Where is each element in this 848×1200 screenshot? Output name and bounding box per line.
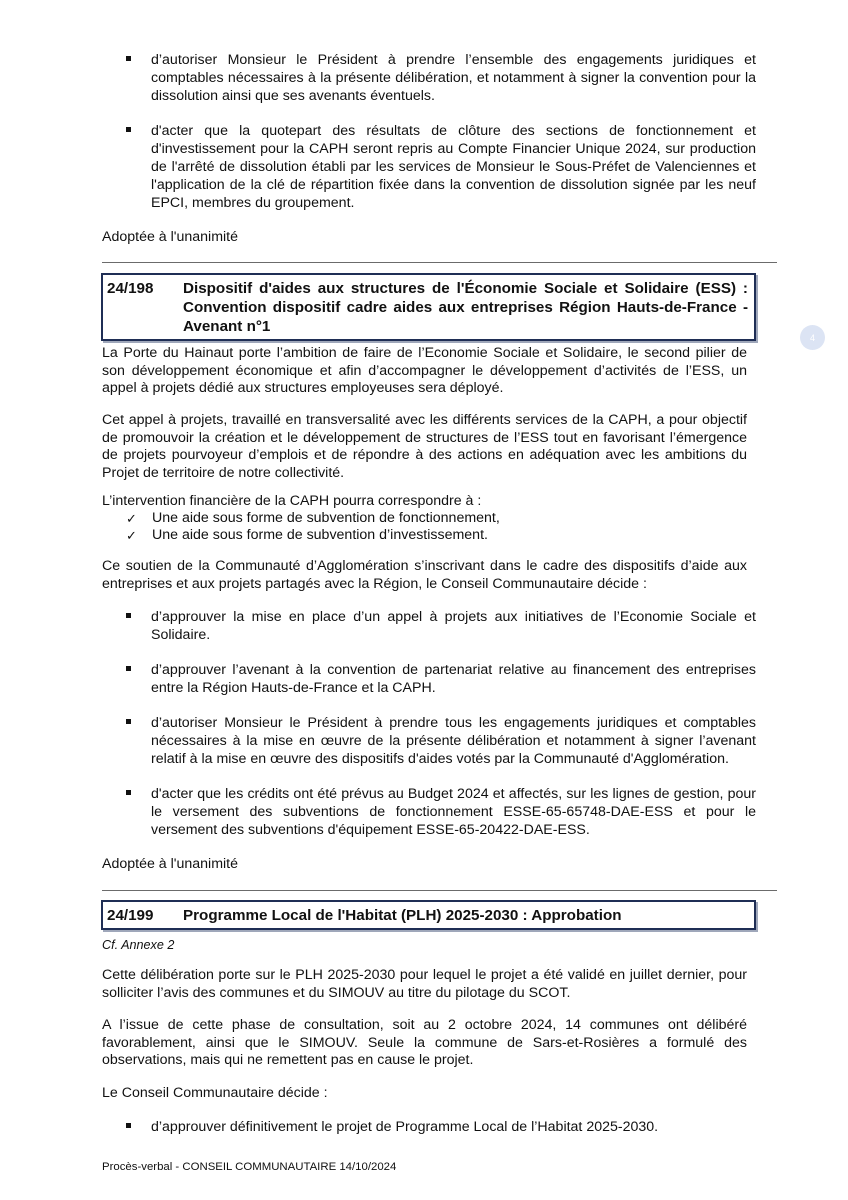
checkmark-icon: ✓ [126,511,137,526]
top-bullet-list [102,51,756,212]
divider [102,890,777,891]
paragraph: Cet appel à projets, travaillé en transversalité avec les différents services de la CAPH, a pour objectif de promouvoir la création et le développement de structures de l’ESS tout en favorisant l’émergence de projets pourvoyeur d’emplois et de répondre à des actions en adéquation avec les ambitions du Projet de territoire de notre collectivité. [102,412,747,481]
paragraph: Ce soutien de la Communauté d’Agglomération s’inscrivant dans le cadre des dispositifs d’aide aux entreprises et aux projets partagés avec la Région, le Conseil Communautaire décide : [102,558,747,592]
section-number: 24/198 [107,280,154,297]
paragraph: La Porte du Hainaut porte l’ambition de faire de l’Economie Sociale et Solidaire, le second pilier de son développement économique et afin d’accompagner le développement d’activités de l’ESS, un appel à projets dédié aux structures employeuses sera déployé. [102,345,747,396]
list-item: ✓ Une aide sous forme de subvention d’investissement. [126,527,488,543]
list-item: d’approuver définitivement le projet de Programme Local de l’Habitat 2025-2030. [102,1118,756,1136]
section-number: 24/199 [107,907,154,924]
annex-reference: Cf. Annexe 2 [102,938,175,952]
decision-bullet-list [102,608,756,839]
check-list [126,510,500,544]
list-item: d’approuver la mise en place d’un appel à projets aux initiatives de l’Economie Sociale et Solidaire. [102,608,756,644]
checkmark-icon: ✓ [126,528,137,543]
page-footer: Procès-verbal - CONSEIL COMMUNAUTAIRE 14/10/2024 [102,1161,397,1173]
list-item: d’autoriser Monsieur le Président à prendre l’ensemble des engagements juridiques et comptables nécessaires à la présente délibération, et notamment à signer la convention pour la dissolution ainsi que ses avenants éventuels. [102,51,756,105]
adopted-text: Adoptée à l'unanimité [102,229,239,245]
section-199-header [101,900,756,930]
section-198-header [101,273,756,341]
list-item: d’autoriser Monsieur le Président à prendre tous les engagements juridiques et comptables nécessaires à la mise en œuvre de la présente délibération et notamment à signer l’avenant relatif à la mise en œuvre des dispositifs d'aides votés par la Communauté d'Agglomération. [102,714,756,768]
list-item: ✓ Une aide sous forme de subvention de fonctionnement, [126,510,500,526]
paragraph: L’intervention financière de la CAPH pourra correspondre à : [102,493,482,509]
divider [102,262,777,263]
page-number-badge: 4 [800,325,825,350]
adopted-text: Adoptée à l'unanimité [102,856,239,872]
list-item: d'acter que la quotepart des résultats de clôture des sections de fonctionnement et d'investissement pour la CAPH seront repris au Compte Financier Unique 2024, sur production de l'arrêté de dissolution établi par les services de Monsieur le Sous-Préfet de Valenciennes et l'application de la clé de répartition fixée dans la convention de dissolution signée par les neuf EPCI, membres du groupement. [102,122,756,212]
list-item: d'acter que les crédits ont été prévus au Budget 2024 et affectés, sur les lignes de gestion, pour le versement des subventions de fonctionnement ESSE-65-65748-DAE-ESS et pour le versement des subventions d'équipement ESSE-65-20422-DAE-ESS. [102,785,756,839]
paragraph: A l’issue de cette phase de consultation, soit au 2 octobre 2024, 14 communes ont délibéré favorablement, ainsi que le SIMOUV. Seule la commune de Sars-et-Rosières a formulé des observations, mais qui ne remettent pas en cause le projet. [102,1017,747,1068]
paragraph: Cette délibération porte sur le PLH 2025-2030 pour lequel le projet a été validé en juillet dernier, pour solliciter l’avis des communes et du SIMOUV au titre du pilotage du SCOT. [102,967,747,1001]
section-title: Dispositif d'aides aux structures de l'Économie Sociale et Solidaire (ESS) : Convention dispositif cadre aides aux entreprises Région Hauts-de-France - Avenant n°1 [183,280,748,335]
paragraph: Le Conseil Communautaire décide : [102,1085,328,1101]
section-title: Programme Local de l'Habitat (PLH) 2025-2030 : Approbation [183,907,622,924]
decision-bullet-list [102,1118,756,1136]
list-item: d’approuver l’avenant à la convention de partenariat relative au financement des entreprises entre la Région Hauts-de-France et la CAPH. [102,661,756,697]
